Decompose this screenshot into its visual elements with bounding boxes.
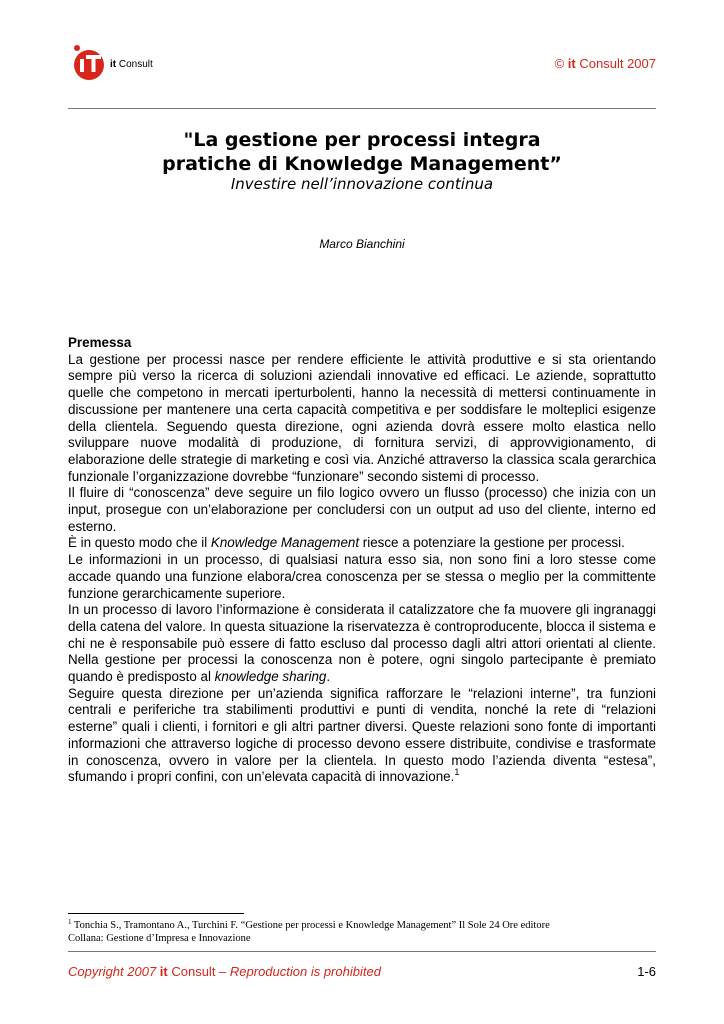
logo-it: it xyxy=(110,59,117,70)
paragraph-6 xyxy=(68,686,656,786)
copyright-it: it xyxy=(567,56,576,71)
p3-emphasis: Knowledge Management xyxy=(210,535,360,551)
copyright-symbol: © xyxy=(554,56,565,71)
document-title xyxy=(68,128,656,176)
p5-text-a: In un processo di lavoro l’informazione è considerata il catalizzatore che fa muovere gli ingranaggi della catena del valore. In questa situazione la riservatezza è controproducente, blocca il sistema e chi ne è responsabile può essere di fatto escluso dal processo dagli altri attori orientati al cliente. Nella gestione per processi la conoscenza non è potere, ogni singolo partecipante è premiato quando è predisposto al xyxy=(68,602,656,685)
section-heading: Premessa xyxy=(68,335,132,350)
footnote-text-1: Tonchia S., Tramontano A., Turchini F. “Gestione per processi e Knowledge Management” Il Sole 24 Ore editore xyxy=(71,920,550,931)
page-number: 1-6 xyxy=(637,964,656,979)
paragraph-4: Le informazioni in un processo, di qualsiasi natura esso sia, non sono fini a loro stesse come accade quando una funzione elabora/crea conoscenza per se stessa o meglio per la committente funzione gerarchicamente superiore. xyxy=(68,552,656,601)
footnote-line-1 xyxy=(68,919,658,932)
footnote-line-2: Collana: Gestione d’Impresa e Innovazione xyxy=(68,933,251,944)
p3-text-b: riesce a potenziare la gestione per processi. xyxy=(359,535,625,551)
p5-emphasis: knowledge sharing xyxy=(214,669,327,685)
paragraph-3 xyxy=(68,535,656,552)
footer-divider xyxy=(68,951,656,952)
footnote-number: 1 xyxy=(68,918,72,926)
paragraph-1: La gestione per processi nasce per rendere efficiente le attività produttive e si sta orientando sempre più verso la ricerca di soluzioni aziendali innovative ed efficaci. Le aziende, soprattutto quelle che competono in mercati iperturbolenti, hanno la necessità di mettersi continuamente in discussione per mantenere una certa capacità competitiva e per soddisfare le molteplici esigenze della clientela. Seguendo questa direzione, ogni azienda dovrà essere molto elastica nello sviluppare nuove modalità di produzione, di fornitura servizi, di approvvigionamento, di elaborazione delle strategie di marketing e così via. Anziché attraverso la classica scala gerarchica funzionale l’organizzazione dovrebbe “funzionare” secondo sistemi di processo. xyxy=(68,351,656,484)
footer-suffix: – Reproduction is prohibited xyxy=(215,964,381,979)
logo-wordmark xyxy=(110,59,153,70)
header-copyright xyxy=(555,56,656,71)
paragraph-2: Il fluire di “conoscenza” deve seguire un filo logico ovvero un flusso (processo) che inizia con un input, prosegue con un’elaborazione per concludersi con un output ad uso del cliente, interno ed esterno. xyxy=(68,485,656,534)
header-divider xyxy=(68,108,656,109)
paragraph-5 xyxy=(68,602,656,686)
logo-mark-icon xyxy=(70,42,110,82)
document-subtitle: Investire nell’innovazione continua xyxy=(230,175,494,193)
copyright-rest: Consult 2007 xyxy=(579,56,656,71)
footer-consult: Consult xyxy=(167,964,216,979)
title-line-2: pratiche di Knowledge Management” xyxy=(162,153,562,175)
footnote xyxy=(68,919,658,945)
logo-consult: Consult xyxy=(118,59,153,70)
footer-copyright xyxy=(68,964,381,979)
document-body xyxy=(68,335,656,786)
footnote-separator xyxy=(68,913,244,914)
title-line-1: "La gestione per processi integra xyxy=(183,129,541,151)
p3-text-a: È in questo modo che il xyxy=(68,535,211,551)
author-name: Marco Bianchini xyxy=(319,237,405,251)
p5-text-b: . xyxy=(326,669,331,685)
p6-text: Seguire questa direzione per un’azienda significa rafforzare le “relazioni interne”, tra funzioni centrali e periferiche tra stabilimenti produttivi e punti di vendita, nonché la rete di “relazioni esterne” quali i clienti, i fornitori e gli altri partner diversi. Queste relazioni sono fonte di importanti informazioni che attraverso logiche di processo devono essere distribuite, condivise e trasformate in conoscenza, ovvero in valore per la clientela. In questo modo l’azienda diventa “estesa”, sfumando i propri confini, con un’elevata capacità di innovazione. xyxy=(68,685,656,785)
footer-it: it xyxy=(159,964,168,979)
footer-prefix: Copyright 2007 xyxy=(68,964,160,979)
footnote-ref[interactable]: 1 xyxy=(454,767,460,778)
